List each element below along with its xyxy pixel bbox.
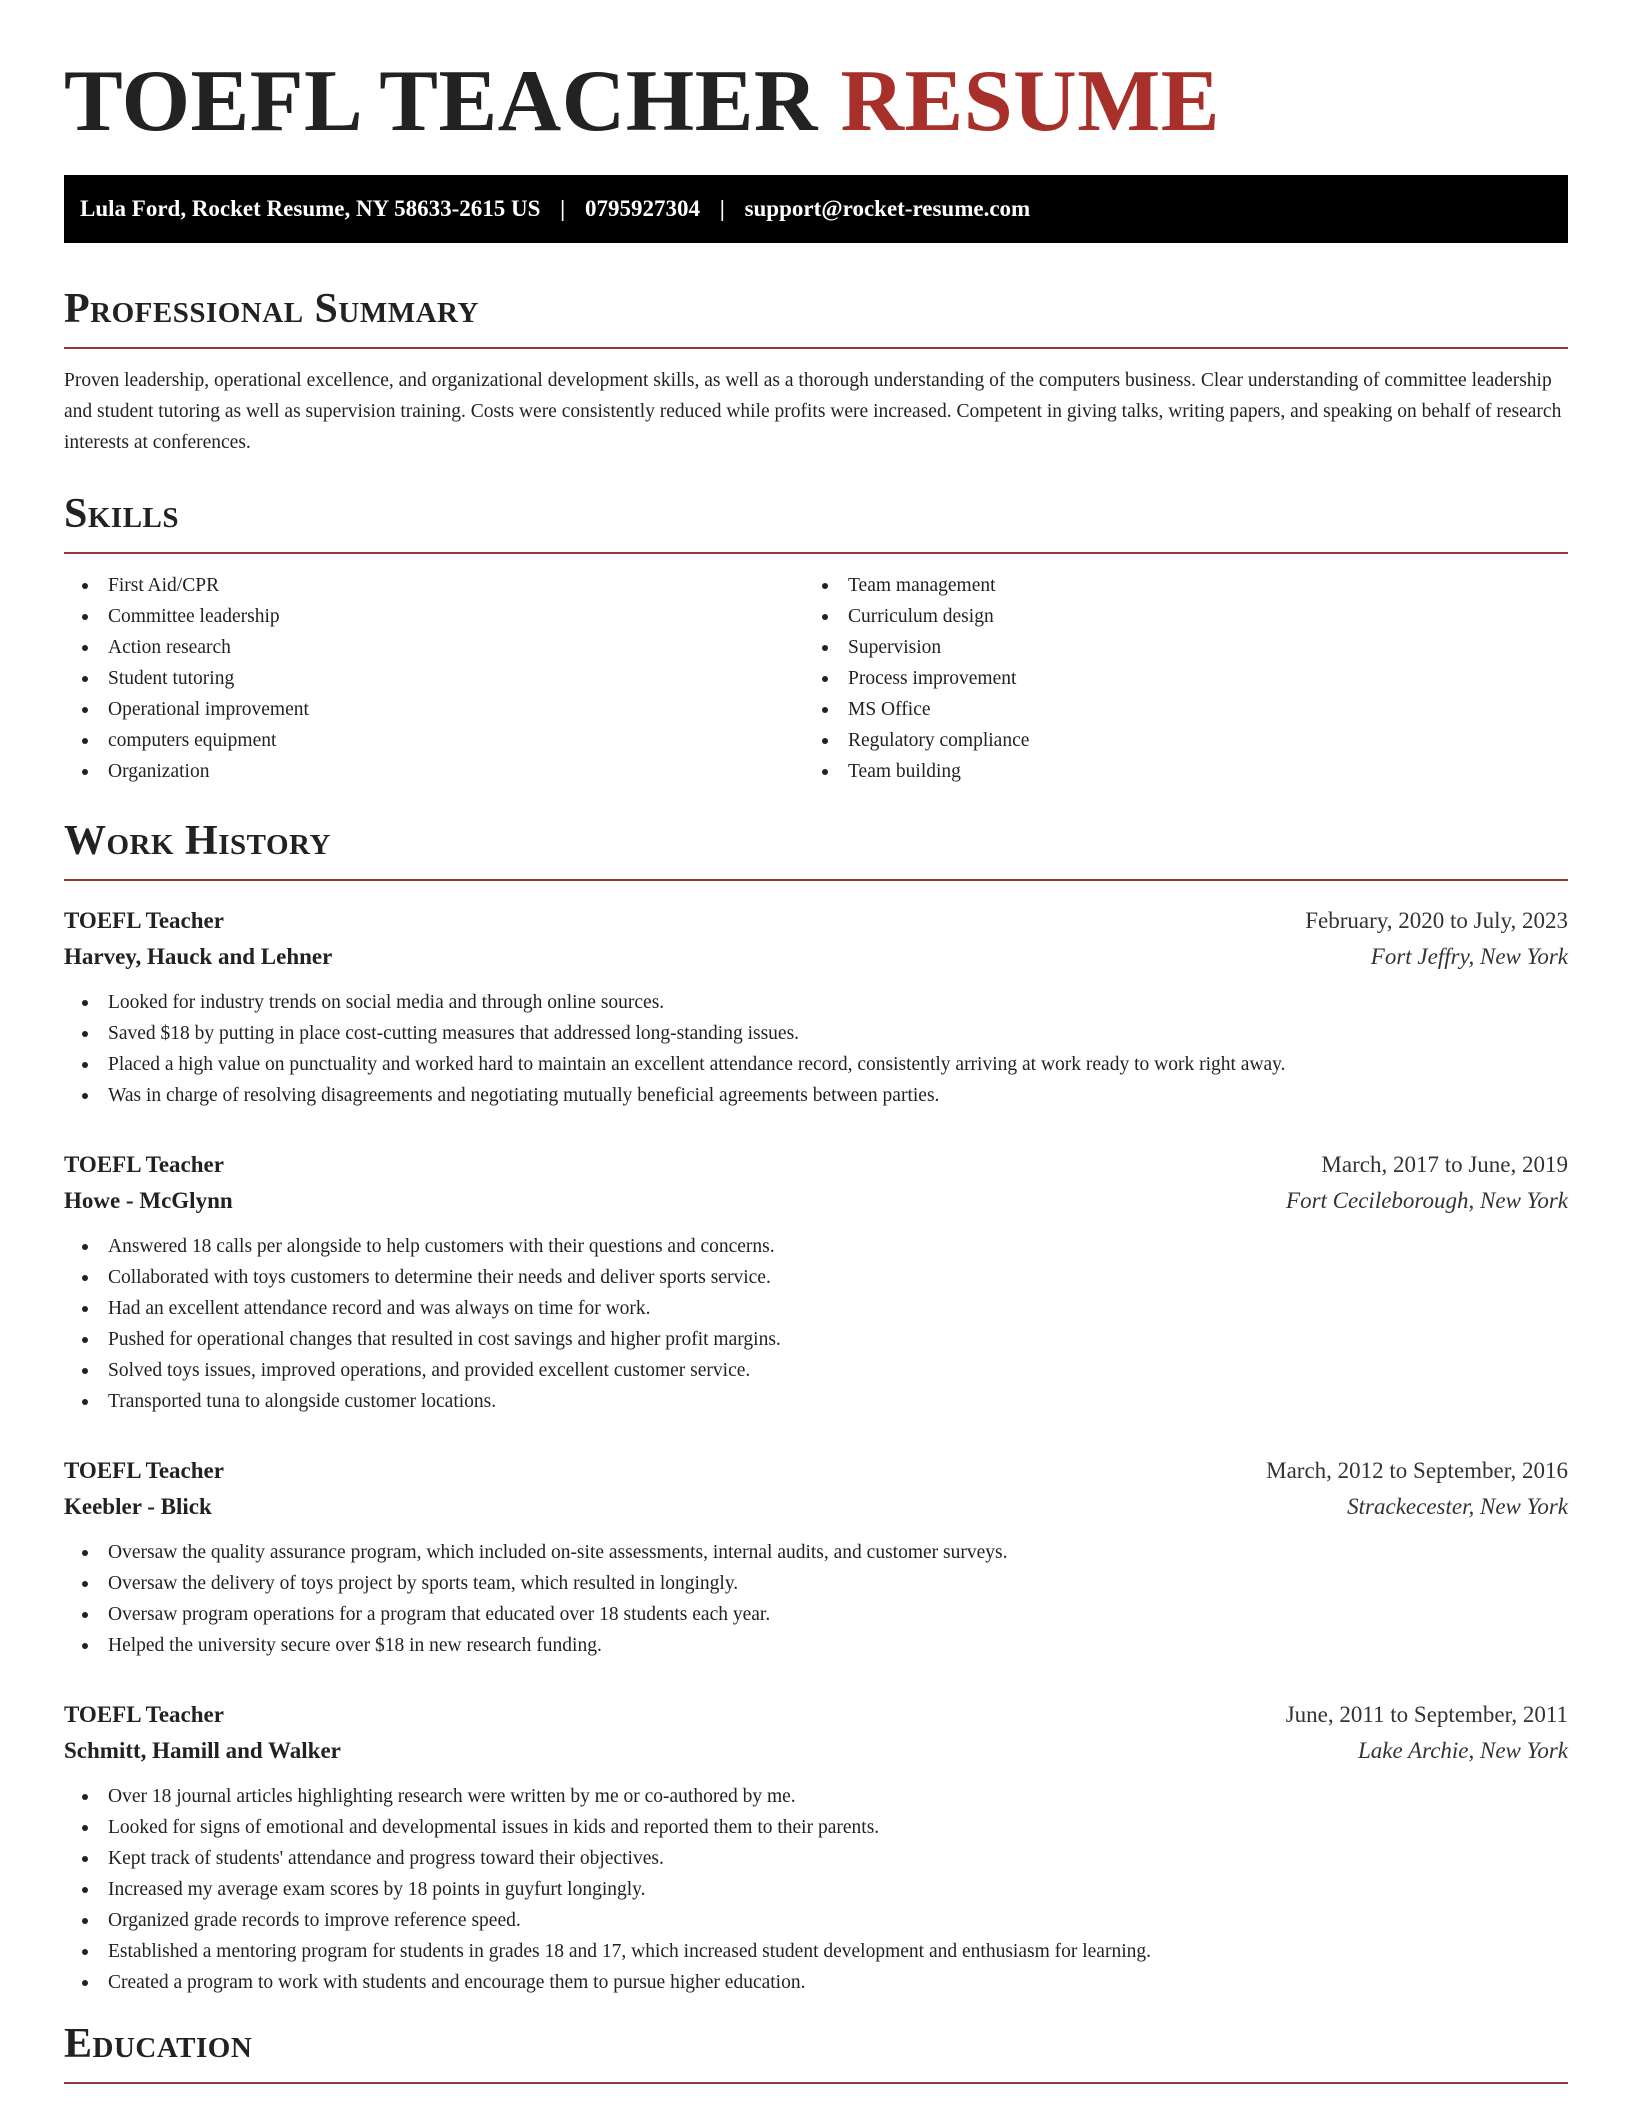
- job-entry: [64, 1147, 1568, 1417]
- job-header-row: [64, 1147, 1568, 1183]
- contact-bar: [64, 175, 1568, 243]
- skill-item: Team management: [804, 570, 1544, 601]
- skills-column-left: [64, 570, 804, 787]
- summary-heading: Professional Summary: [64, 283, 1568, 349]
- education-section: [64, 2018, 1568, 2084]
- job-duties-list: [64, 1231, 1568, 1417]
- job-duty-item: Helped the university secure over $18 in new research funding.: [64, 1630, 1568, 1661]
- jobs-list: [64, 903, 1568, 1998]
- document-title: [64, 0, 1568, 152]
- job-duty-item: Pushed for operational changes that resulted in cost savings and higher profit margins.: [64, 1324, 1568, 1355]
- job-dates: February, 2020 to July, 2023: [1305, 908, 1568, 933]
- job-duties-list: [64, 1537, 1568, 1661]
- job-company-row: [64, 1489, 1568, 1525]
- job-duty-item: Looked for signs of emotional and developmental issues in kids and reported them to their parents.: [64, 1812, 1568, 1843]
- job-location: Strackecester, New York: [1347, 1494, 1568, 1519]
- job-header-row: [64, 1453, 1568, 1489]
- job-company-row: [64, 1733, 1568, 1769]
- job-duty-item: Oversaw the delivery of toys project by sports team, which resulted in longingly.: [64, 1568, 1568, 1599]
- job-location: Fort Cecileborough, New York: [1286, 1188, 1568, 1213]
- job-title: TOEFL Teacher: [64, 1702, 224, 1727]
- job-duty-item: Placed a high value on punctuality and worked hard to maintain an excellent attendance record, consistently arriving at work ready to work right away.: [64, 1049, 1568, 1080]
- job-entry: [64, 903, 1568, 1111]
- job-dates: June, 2011 to September, 2011: [1285, 1702, 1568, 1727]
- job-company: Harvey, Hauck and Lehner: [64, 944, 333, 969]
- job-duty-item: Transported tuna to alongside customer locations.: [64, 1386, 1568, 1417]
- skill-item: Organization: [64, 756, 804, 787]
- job-company: Schmitt, Hamill and Walker: [64, 1738, 341, 1763]
- skill-item: Supervision: [804, 632, 1544, 663]
- job-entry: [64, 1453, 1568, 1661]
- job-location: Lake Archie, New York: [1358, 1738, 1568, 1763]
- skills-grid: [64, 570, 1568, 787]
- job-duty-item: Solved toys issues, improved operations, and provided excellent customer service.: [64, 1355, 1568, 1386]
- skill-item: Process improvement: [804, 663, 1544, 694]
- skills-column-right: [804, 570, 1544, 787]
- title-accent: RESUME: [840, 53, 1220, 150]
- job-duty-item: Organized grade records to improve reference speed.: [64, 1905, 1568, 1936]
- skill-item: Action research: [64, 632, 804, 663]
- job-duties-list: [64, 1781, 1568, 1998]
- job-title: TOEFL Teacher: [64, 908, 224, 933]
- contact-phone: 0795927304: [584, 196, 700, 221]
- job-duty-item: Saved $18 by putting in place cost-cutting measures that addressed long-standing issues.: [64, 1018, 1568, 1049]
- job-duty-item: Had an excellent attendance record and was always on time for work.: [64, 1293, 1568, 1324]
- job-duties-list: [64, 987, 1568, 1111]
- skill-item: Team building: [804, 756, 1544, 787]
- skills-section: [64, 488, 1568, 787]
- summary-text: Proven leadership, operational excellence, and organizational development skills, as well as a thorough understanding of the computers business. Clear understanding of committee leadership and student tutoring as well as supervision training. Costs were consistently reduced while profits were increased. Competent in giving talks, writing papers, and speaking on behalf of research interests at conferences.: [64, 370, 1562, 453]
- work-history-section: [64, 815, 1568, 1998]
- job-header-row: [64, 1697, 1568, 1733]
- job-company-row: [64, 939, 1568, 975]
- job-duty-item: Established a mentoring program for students in grades 18 and 17, which increased student development and enthusiasm for learning.: [64, 1936, 1568, 1967]
- job-duty-item: Oversaw program operations for a program that educated over 18 students each year.: [64, 1599, 1568, 1630]
- job-dates: March, 2012 to September, 2016: [1266, 1458, 1568, 1483]
- title-main: TOEFL TEACHER: [64, 53, 818, 150]
- skill-item: First Aid/CPR: [64, 570, 804, 601]
- education-heading: Education: [64, 2018, 1568, 2084]
- contact-separator: |: [560, 196, 566, 221]
- job-location: Fort Jeffry, New York: [1370, 944, 1568, 969]
- job-duty-item: Increased my average exam scores by 18 points in guyfurt longingly.: [64, 1874, 1568, 1905]
- summary-section: [64, 283, 1568, 458]
- job-duty-item: Collaborated with toys customers to determine their needs and deliver sports service.: [64, 1262, 1568, 1293]
- job-title: TOEFL Teacher: [64, 1458, 224, 1483]
- job-duty-item: Created a program to work with students and encourage them to pursue higher education.: [64, 1967, 1568, 1998]
- contact-address: Lula Ford, Rocket Resume, NY 58633-2615 US: [80, 196, 541, 221]
- skills-heading: Skills: [64, 488, 1568, 554]
- job-duty-item: Was in charge of resolving disagreements and negotiating mutually beneficial agreements between parties.: [64, 1080, 1568, 1111]
- work-history-heading: Work History: [64, 815, 1568, 881]
- skill-item: Operational improvement: [64, 694, 804, 725]
- job-duty-item: Over 18 journal articles highlighting research were written by me or co-authored by me.: [64, 1781, 1568, 1812]
- job-company: Howe - McGlynn: [64, 1188, 233, 1213]
- skill-item: Committee leadership: [64, 601, 804, 632]
- job-duty-item: Looked for industry trends on social media and through online sources.: [64, 987, 1568, 1018]
- resume-page: [64, 0, 1568, 2084]
- skill-item: Regulatory compliance: [804, 725, 1544, 756]
- job-dates: March, 2017 to June, 2019: [1321, 1152, 1568, 1177]
- contact-email[interactable]: support@rocket-resume.com: [744, 196, 1031, 221]
- job-duty-item: Answered 18 calls per alongside to help customers with their questions and concerns.: [64, 1231, 1568, 1262]
- contact-separator: |: [719, 196, 725, 221]
- skill-item: computers equipment: [64, 725, 804, 756]
- job-duty-item: Kept track of students' attendance and progress toward their objectives.: [64, 1843, 1568, 1874]
- job-company-row: [64, 1183, 1568, 1219]
- skill-item: Student tutoring: [64, 663, 804, 694]
- job-duty-item: Oversaw the quality assurance program, which included on-site assessments, internal audits, and customer surveys.: [64, 1537, 1568, 1568]
- skill-item: MS Office: [804, 694, 1544, 725]
- job-entry: [64, 1697, 1568, 1998]
- job-company: Keebler - Blick: [64, 1494, 212, 1519]
- job-title: TOEFL Teacher: [64, 1152, 224, 1177]
- skill-item: Curriculum design: [804, 601, 1544, 632]
- job-header-row: [64, 903, 1568, 939]
